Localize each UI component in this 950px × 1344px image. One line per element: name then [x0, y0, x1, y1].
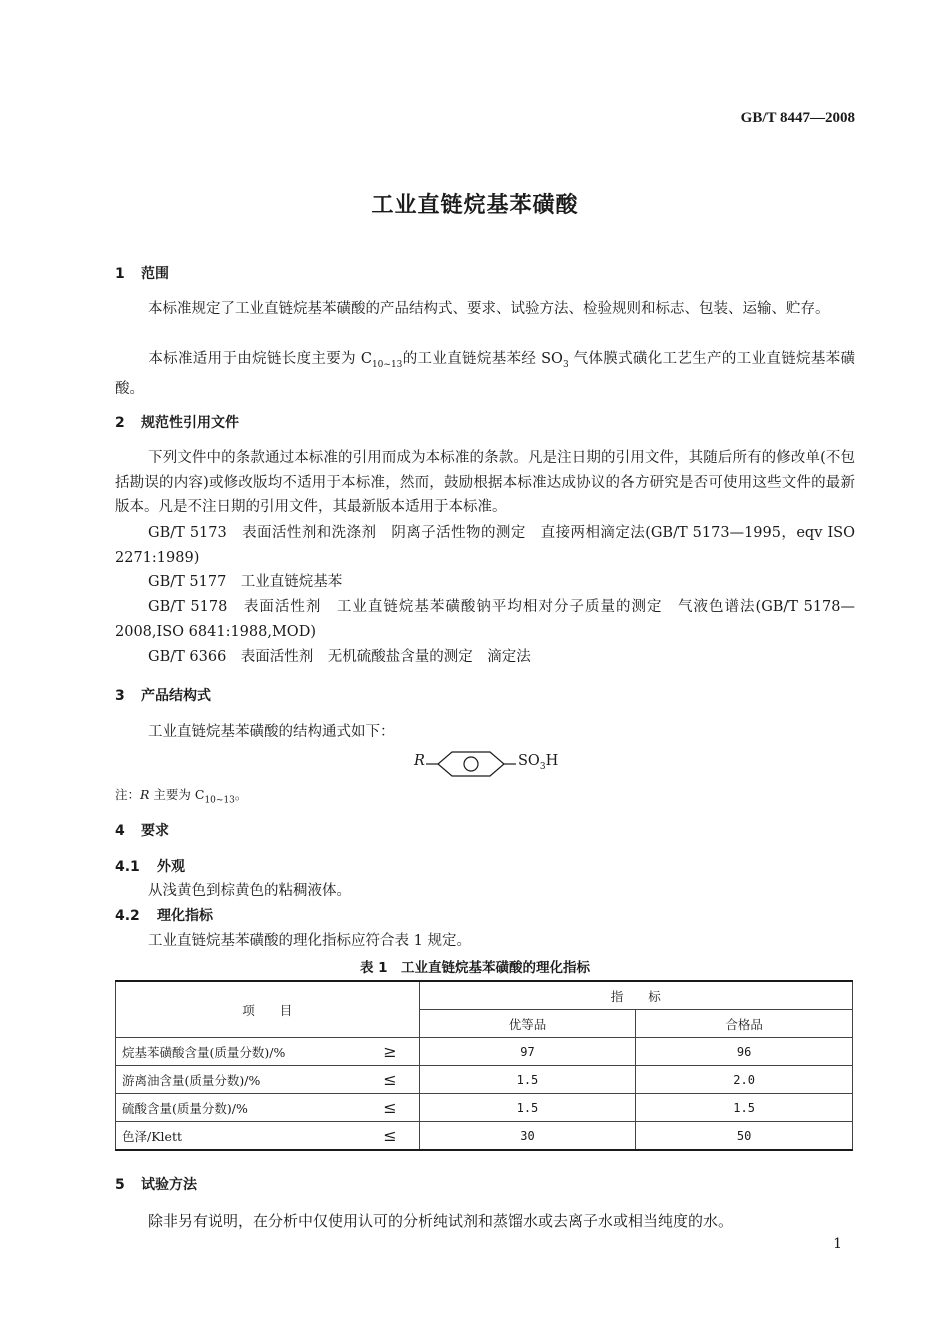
row-value-qualified: 50 [636, 1122, 853, 1151]
section-2-heading [115, 412, 239, 432]
table-caption: 表 1 工业直链烷基苯磺酸的理化指标 [359, 960, 591, 976]
standard-code: GB/T 8447—2008 [740, 110, 855, 126]
table-row [116, 1066, 853, 1094]
section-4-1-heading: 4.1 外观 [115, 859, 185, 875]
row-value-qualified: 1.5 [636, 1094, 853, 1122]
header-grade-qualified: 合格品 [636, 1010, 853, 1038]
formula-note: 注：R 主要为 $C_{10\sim 13}$。 [115, 787, 248, 806]
benzene-ring-icon [426, 750, 516, 778]
row-value-premium: 1.5 [419, 1094, 636, 1122]
section-title: 范围 [141, 266, 169, 282]
header-grade-premium: 优等品 [419, 1010, 636, 1038]
section-5-heading [115, 1174, 197, 1194]
row-value-premium: 30 [419, 1122, 636, 1151]
table-row [116, 1122, 853, 1151]
section-1-paragraph-1: 本标准规定了工业直链烷基苯磺酸的产品结构式、要求、试验方法、检验规则和标志、包装、运输、贮存。 [148, 301, 830, 317]
section-number: 3 [115, 688, 125, 704]
section-title: 产品结构式 [141, 688, 211, 704]
section-number: 5 [115, 1177, 125, 1193]
row-label: 硫酸含量(质量分数)/% [116, 1094, 336, 1122]
row-value-premium: 1.5 [419, 1066, 636, 1094]
reference-gbt5178: GB/T 5178 表面活性剂 工业直链烷基苯磺酸钠平均相对分子质量的测定 气液色谱法(GB/T 5178—2008,ISO 6841:1988,MOD) [115, 599, 855, 640]
header-index: 指 标 [419, 981, 852, 1010]
section-4-2-text: 工业直链烷基苯磺酸的理化指标应符合表 1 规定。 [148, 933, 471, 949]
formula-sulfonic-group: $SO_3H$ [518, 753, 559, 772]
table-row [116, 1038, 853, 1066]
section-title: 规范性引用文件 [141, 415, 239, 431]
row-value-qualified: 96 [636, 1038, 853, 1066]
section-2-paragraph: 下列文件中的条款通过本标准的引用而成为本标准的条款。凡是注日期的引用文件，其随后所有的修改单(不包括勘误的内容)或修改版均不适用于本标准，然而，鼓励根据本标准达成协议的各方研究是否可使用这些文件的最新版本。凡是不注日期的引用文件，其最新版本适用于本标准。 [115, 450, 855, 515]
section-3-heading [115, 685, 211, 705]
row-value-premium: 97 [419, 1038, 636, 1066]
page-number: 1 [833, 1236, 842, 1252]
row-comparator: ≥ [335, 1038, 419, 1066]
row-comparator: ≤ [335, 1094, 419, 1122]
row-comparator: ≤ [335, 1066, 419, 1094]
section-number: 4 [115, 823, 125, 839]
row-label: 游离油含量(质量分数)/% [116, 1066, 336, 1094]
section-5-paragraph: 除非另有说明，在分析中仅使用认可的分析纯试剂和蒸馏水或去离子水或相当纯度的水。 [148, 1212, 734, 1230]
reference-gbt6366: GB/T 6366 表面活性剂 无机硫酸盐含量的测定 滴定法 [148, 649, 531, 665]
header-item: 项 目 [116, 981, 420, 1038]
section-number: 1 [115, 266, 125, 282]
section-1-heading [115, 263, 169, 283]
section-4-heading [115, 820, 169, 840]
section-number: 2 [115, 415, 125, 431]
section-4-1-text: 从浅黄色到棕黄色的粘稠液体。 [148, 883, 351, 899]
section-1-paragraph-2: 本标准适用于由烷链长度主要为 $C_{10\sim 13}$的工业直链烷基苯经 $SO_3$ 气体膜式磺化工艺生产的工业直链烷基苯磺酸。 [115, 351, 856, 398]
reference-gbt5173: GB/T 5173 表面活性剂和洗涤剂 阴离子活性物的测定 直接两相滴定法(GB/T 5173—1995，eqv ISO 2271:1989) [115, 525, 855, 566]
row-label: 色泽/Klett [116, 1122, 336, 1151]
section-4-2-heading: 4.2 理化指标 [115, 908, 213, 924]
formula-r-group: R [414, 753, 425, 769]
page-title: 工业直链烷基苯磺酸 [371, 193, 579, 218]
row-comparator: ≤ [335, 1122, 419, 1151]
physicochemical-index-table [115, 980, 853, 1151]
table-header-row [116, 981, 853, 1010]
section-title: 要求 [141, 823, 169, 839]
reference-gbt5177: GB/T 5177 工业直链烷基苯 [148, 574, 343, 590]
section-3-paragraph: 工业直链烷基苯磺酸的结构通式如下： [148, 724, 395, 740]
row-value-qualified: 2.0 [636, 1066, 853, 1094]
row-label: 烷基苯磺酸含量(质量分数)/% [116, 1038, 336, 1066]
table-row [116, 1094, 853, 1122]
section-title: 试验方法 [141, 1177, 197, 1193]
